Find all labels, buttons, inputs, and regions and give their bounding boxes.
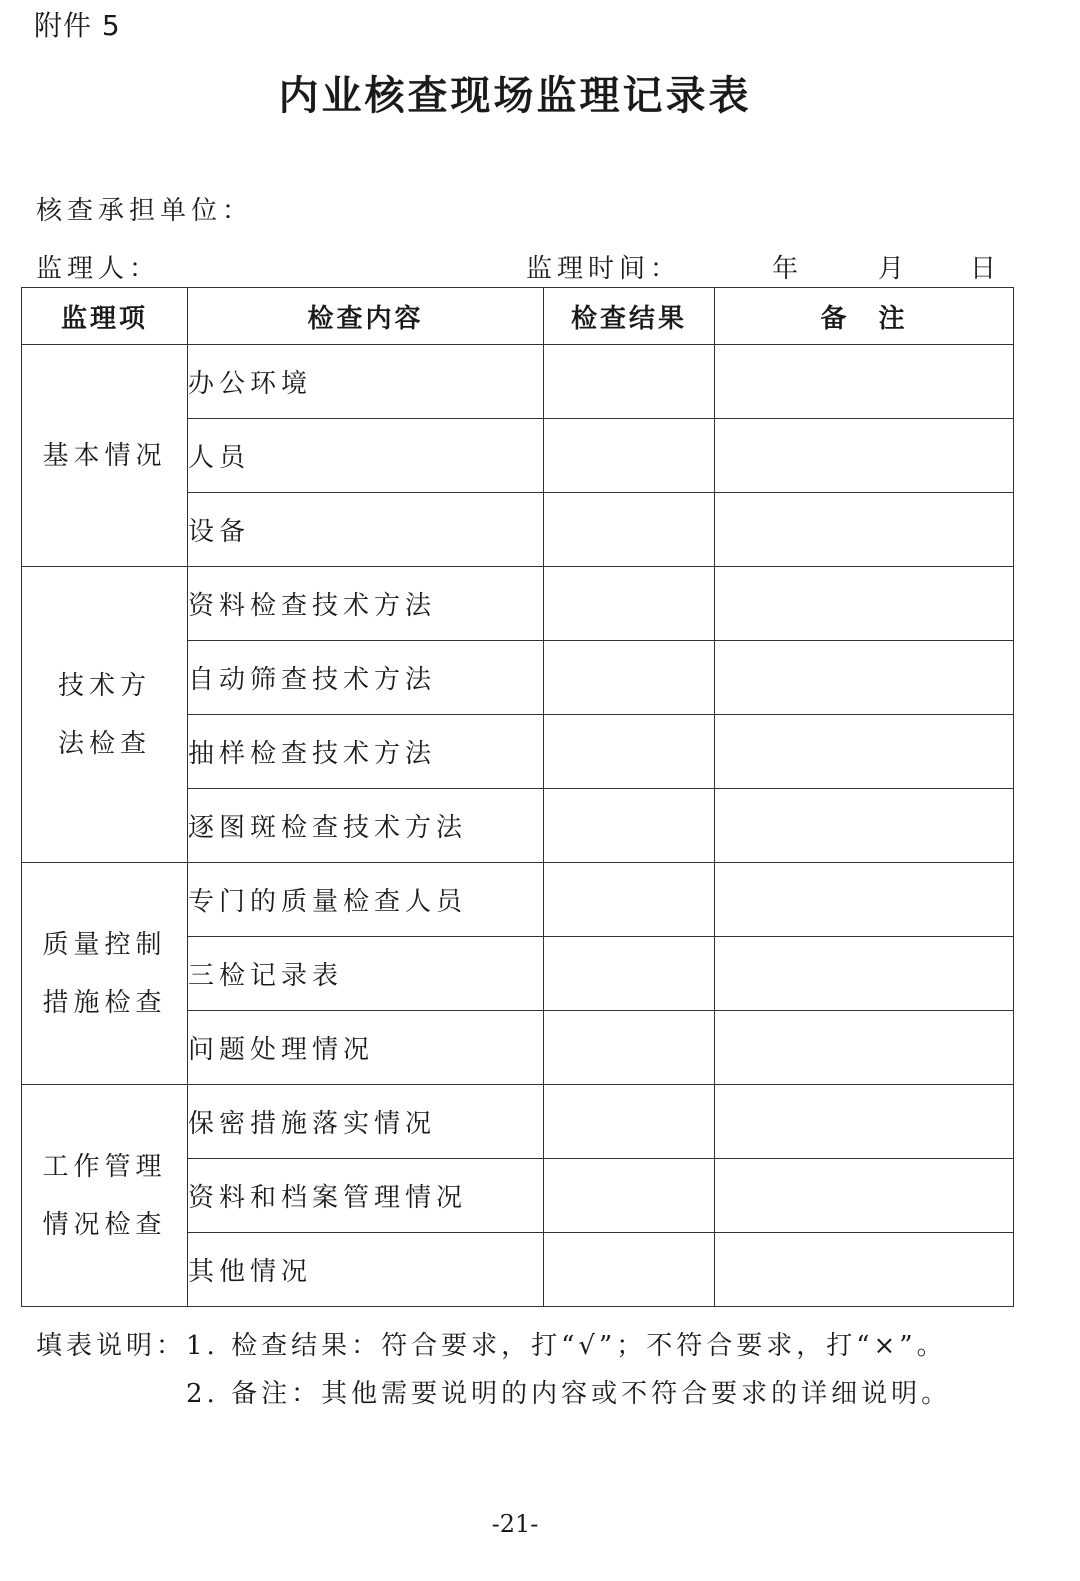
table-row [22,863,1014,937]
content-cell: 自动筛查技术方法 [188,641,544,715]
page-title: 内业核查现场监理记录表 [278,73,752,119]
content-cell: 保密措施落实情况 [188,1085,544,1159]
annex-label: 附件 5 [34,9,121,42]
result-cell[interactable] [544,345,715,419]
result-cell[interactable] [544,567,715,641]
result-cell[interactable] [544,863,715,937]
category-cell [22,345,188,567]
content-cell: 资料检查技术方法 [188,567,544,641]
remark-cell[interactable] [715,345,1014,419]
table-row [22,1085,1014,1159]
record-table [21,287,1014,1307]
remark-cell[interactable] [715,567,1014,641]
category-cell [22,863,188,1085]
result-cell[interactable] [544,1159,715,1233]
category-label: 基本情况 [42,440,167,471]
remark-cell[interactable] [715,863,1014,937]
result-cell[interactable] [544,937,715,1011]
header-content: 检查内容 [188,288,544,345]
content-cell: 办公环境 [188,345,544,419]
category-label: 法检查 [57,728,151,759]
remark-cell[interactable] [715,1011,1014,1085]
unit-label: 核查承担单位： [36,196,254,226]
result-cell[interactable] [544,1085,715,1159]
content-cell: 其他情况 [188,1233,544,1307]
supervisor-label: 监理人： [36,254,161,284]
time-label: 监理时间： [526,254,682,284]
content-cell: 三检记录表 [188,937,544,1011]
table-header-row [22,288,1014,345]
category-label: 工作管理 [42,1151,167,1182]
result-cell[interactable] [544,715,715,789]
header-result: 检查结果 [544,288,715,345]
content-cell: 逐图斑检查技术方法 [188,789,544,863]
result-cell[interactable] [544,789,715,863]
page-number: -21- [491,1510,539,1538]
category-label: 措施检查 [42,987,167,1018]
content-cell: 专门的质量检查人员 [188,863,544,937]
fill-instructions [36,1322,951,1418]
remark-cell[interactable] [715,493,1014,567]
content-cell: 问题处理情况 [188,1011,544,1085]
category-cell [22,1085,188,1307]
category-label: 质量控制 [42,929,167,960]
year-label: 年 [772,254,804,284]
header-item: 监理项 [22,288,188,345]
category-label: 情况检查 [42,1209,167,1240]
result-cell[interactable] [544,419,715,493]
category-label: 技术方 [57,670,151,701]
content-cell: 资料和档案管理情况 [188,1159,544,1233]
remark-cell[interactable] [715,1159,1014,1233]
month-label: 月 [878,254,910,284]
note-line-1: 填表说明：1. 检查结果：符合要求，打“√”；不符合要求，打“×”。 [36,1331,947,1361]
content-cell: 抽样检查技术方法 [188,715,544,789]
remark-cell[interactable] [715,419,1014,493]
table-row [22,567,1014,641]
remark-cell[interactable] [715,1085,1014,1159]
note-line-2: 2. 备注：其他需要说明的内容或不符合要求的详细说明。 [186,1379,952,1409]
day-label: 日 [970,254,1002,284]
result-cell[interactable] [544,1233,715,1307]
remark-cell[interactable] [715,789,1014,863]
remark-cell[interactable] [715,1233,1014,1307]
result-cell[interactable] [544,493,715,567]
remark-cell[interactable] [715,715,1014,789]
remark-cell[interactable] [715,937,1014,1011]
result-cell[interactable] [544,641,715,715]
content-cell: 设备 [188,493,544,567]
content-cell: 人员 [188,419,544,493]
remark-cell[interactable] [715,641,1014,715]
table-body [22,345,1014,1307]
category-cell [22,567,188,863]
table-row [22,345,1014,419]
header-remark: 备 注 [715,288,1014,345]
result-cell[interactable] [544,1011,715,1085]
